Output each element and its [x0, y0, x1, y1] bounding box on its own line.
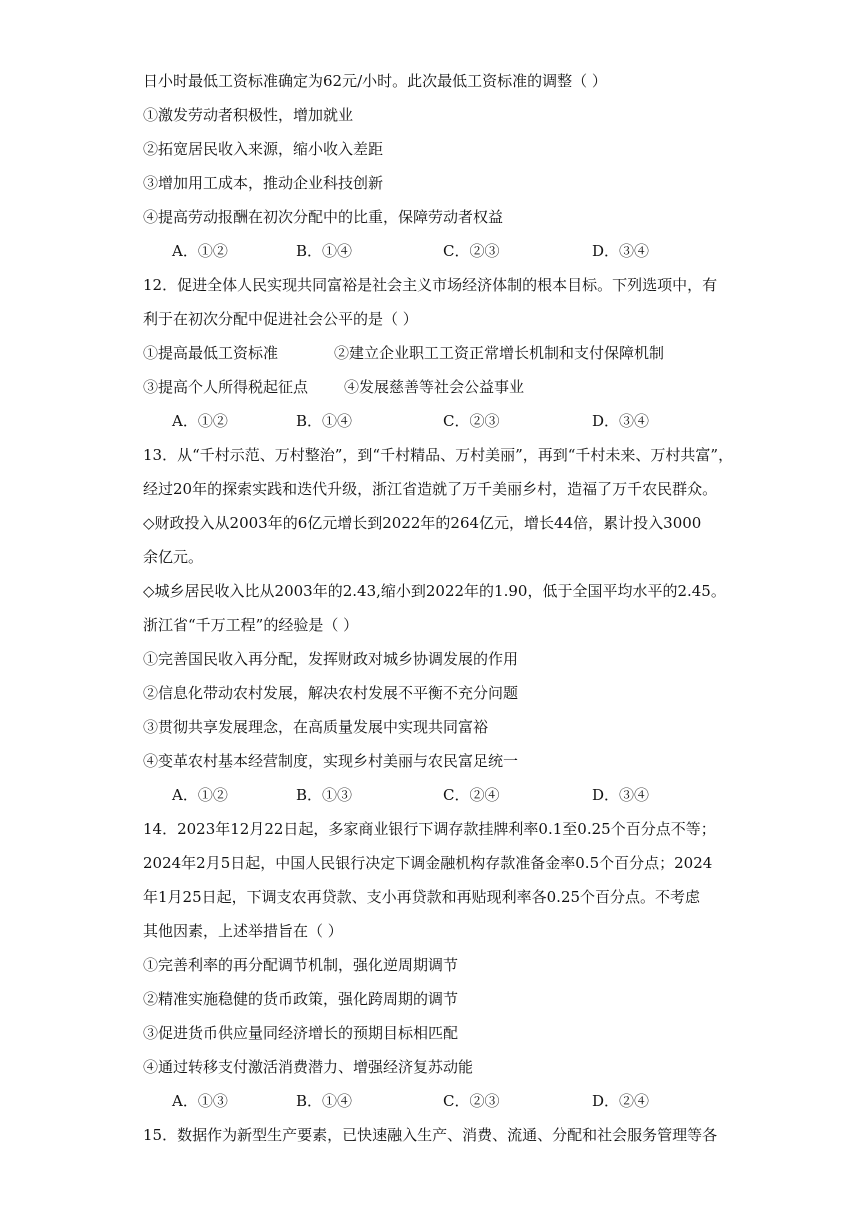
q13-stem-line-5: ◇城乡居民收入比从2003年的2.43,缩小到2022年的1.90，低于全国平均水平的2.45。	[143, 582, 726, 600]
q13-stem-line-1: 13．从“千村示范、万村整治”，到“千村精品、万村美丽”，再到“千村未来、万村共富”，	[143, 446, 734, 464]
q12-item-4: ④发展慈善等社会公益事业	[344, 378, 525, 396]
q12-item-2: ②建立企业职工工资正常增长机制和支付保障机制	[334, 344, 665, 362]
q12-option-a[interactable]: A．①②	[172, 412, 228, 430]
q15-stem-line-1: 15．数据作为新型生产要素，已快速融入生产、消费、流通、分配和社会服务管理等各	[143, 1126, 718, 1144]
q12-option-c[interactable]: C．②③	[443, 412, 500, 430]
q14-item-2: ②精准实施稳健的货币政策，强化跨周期的调节	[143, 990, 459, 1008]
q13-stem-line-2: 经过20年的探索实践和迭代升级，浙江省造就了万千美丽乡村，造福了万千农民群众。	[143, 480, 718, 498]
q14-stem-line-3: 年1月25日起，下调支农再贷款、支小再贷款和再贴现利率各0.25个百分点。不考虑	[143, 888, 701, 906]
q14-option-d[interactable]: D．②④	[592, 1092, 650, 1110]
q12-option-d[interactable]: D．③④	[592, 412, 650, 430]
q13-stem-line-4: 余亿元。	[143, 548, 204, 566]
q12-option-b[interactable]: B．①④	[296, 412, 353, 430]
q14-item-1: ①完善利率的再分配调节机制，强化逆周期调节	[143, 956, 459, 974]
q13-item-2: ②信息化带动农村发展，解决农村发展不平衡不充分问题	[143, 684, 519, 702]
q13-option-a[interactable]: A．①②	[172, 786, 228, 804]
q11-item-1: ①激发劳动者积极性，增加就业	[143, 106, 354, 124]
q13-item-3: ③贯彻共享发展理念，在高质量发展中实现共同富裕	[143, 718, 489, 736]
q13-option-b[interactable]: B．①③	[296, 786, 353, 804]
q14-item-4: ④通过转移支付激活消费潜力、增强经济复苏动能	[143, 1058, 474, 1076]
q14-stem-line-4: 其他因素，上述举措旨在（ ）	[143, 922, 343, 940]
q11-item-4: ④提高劳动报酬在初次分配中的比重，保障劳动者权益	[143, 208, 504, 226]
q11-item-2: ②拓宽居民收入来源，缩小收入差距	[143, 140, 384, 158]
q13-stem-line-3: ◇财政投入从2003年的6亿元增长到2022年的264亿元，增长44倍，累计投入3000	[143, 514, 702, 532]
q11-stem-tail: 日小时最低工资标准确定为62元/小时。此次最低工资标准的调整（ ）	[143, 72, 607, 90]
q12-item-3: ③提高个人所得税起征点	[143, 378, 309, 396]
q14-item-3: ③促进货币供应量同经济增长的预期目标相匹配	[143, 1024, 459, 1042]
q14-stem-line-2: 2024年2月5日起，中国人民银行决定下调金融机构存款准备金率0.5个百分点；2024	[143, 854, 713, 872]
q13-item-4: ④变革农村基本经营制度，实现乡村美丽与农民富足统一	[143, 752, 519, 770]
q12-stem-line-1: 12．促进全体人民实现共同富裕是社会主义市场经济体制的根本目标。下列选项中，有	[143, 276, 718, 294]
q14-stem-line-1: 14．2023年12月22日起，多家商业银行下调存款挂牌利率0.1至0.25个百分点不等；	[143, 820, 716, 838]
q13-stem-line-6: 浙江省“千万工程”的经验是（ ）	[143, 616, 359, 634]
q14-option-b[interactable]: B．①④	[296, 1092, 353, 1110]
q13-option-d[interactable]: D．③④	[592, 786, 650, 804]
q11-option-b[interactable]: B．①④	[296, 242, 353, 260]
q12-item-1: ①提高最低工资标准	[143, 344, 279, 362]
q14-option-c[interactable]: C．②③	[443, 1092, 500, 1110]
q13-item-1: ①完善国民收入再分配，发挥财政对城乡协调发展的作用	[143, 650, 519, 668]
q12-stem-line-2: 利于在初次分配中促进社会公平的是（ ）	[143, 310, 418, 328]
q11-option-a[interactable]: A．①②	[172, 242, 228, 260]
q11-option-c[interactable]: C．②③	[443, 242, 500, 260]
q14-option-a[interactable]: A．①③	[172, 1092, 228, 1110]
q11-item-3: ③增加用工成本，推动企业科技创新	[143, 174, 384, 192]
q13-option-c[interactable]: C．②④	[443, 786, 500, 804]
q11-option-d[interactable]: D．③④	[592, 242, 650, 260]
